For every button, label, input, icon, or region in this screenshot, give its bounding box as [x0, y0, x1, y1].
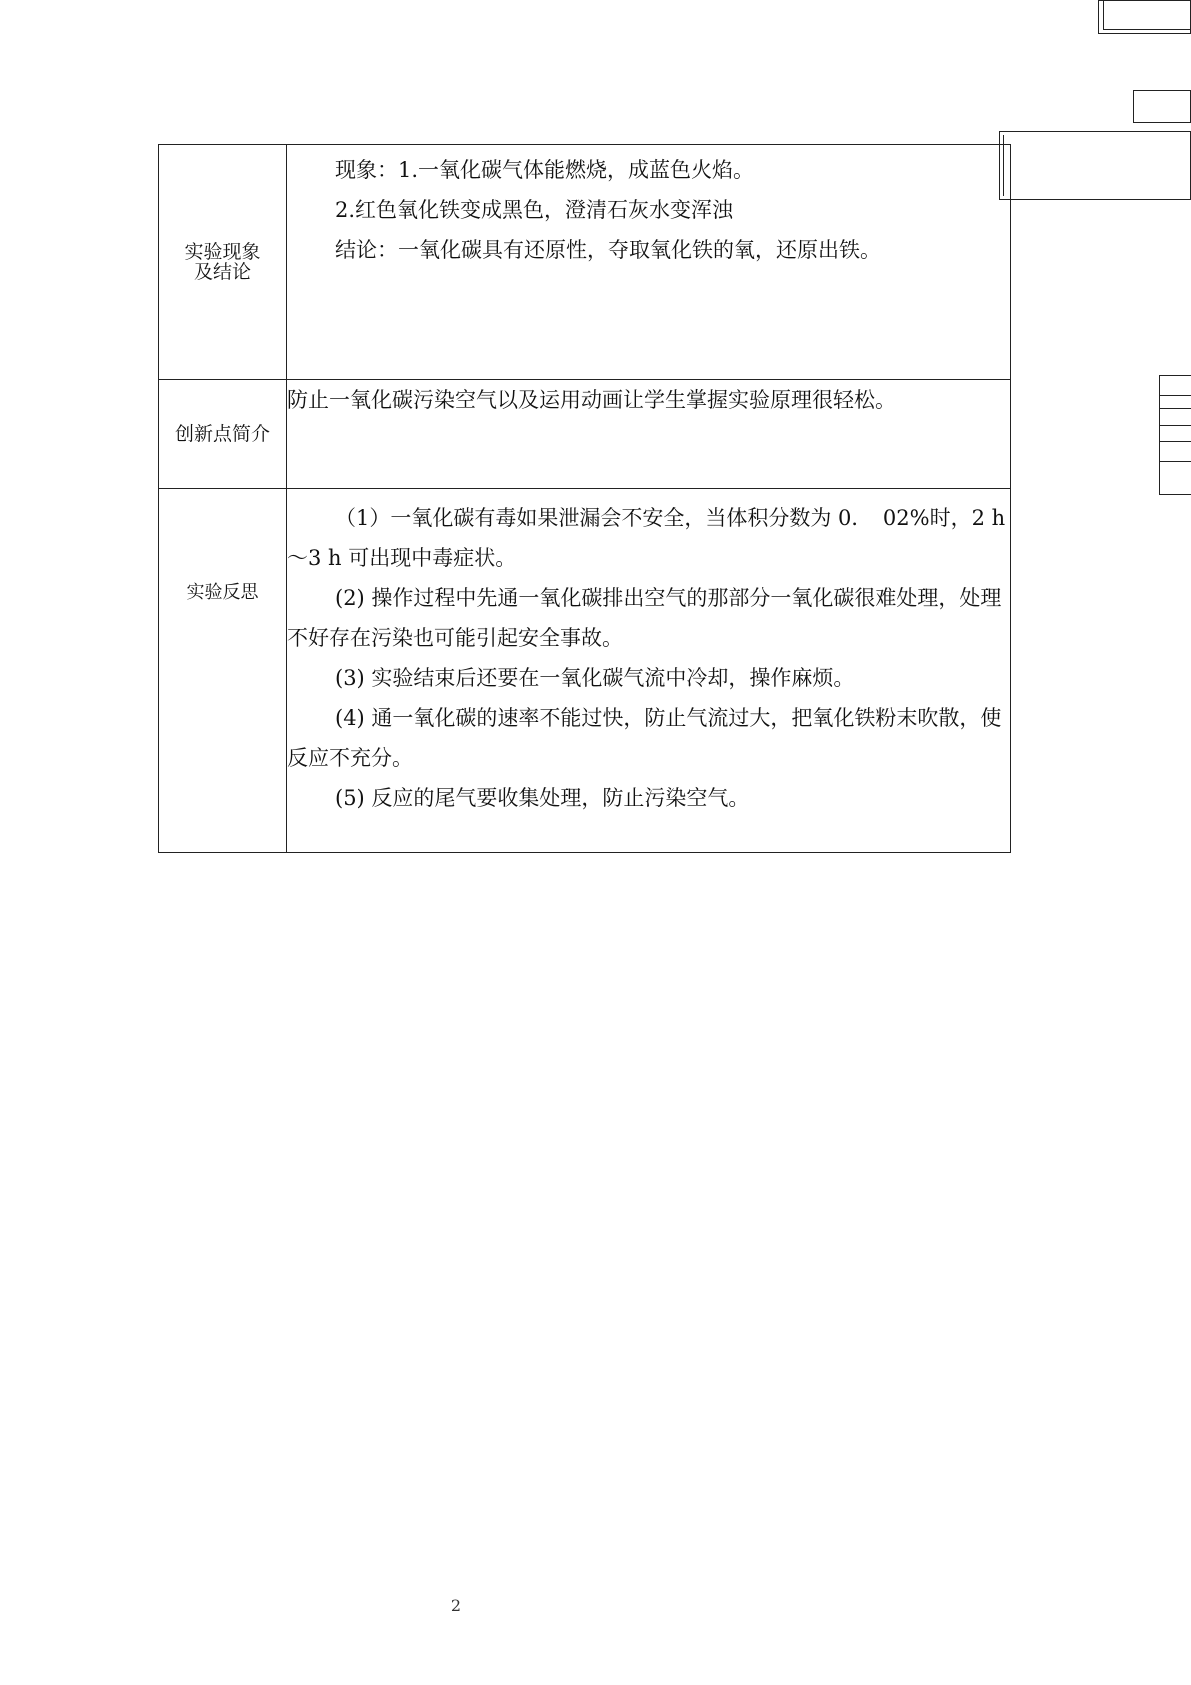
row-label-line: 实验现象 [184, 241, 261, 263]
edge-box-fragment [1103, 0, 1191, 30]
row-content-innovation [287, 380, 1011, 489]
row-label-line: 实验反思 [186, 582, 259, 603]
edge-box-fragment [1003, 135, 1191, 196]
edge-box-line [1159, 408, 1191, 409]
edge-box-line [1159, 461, 1191, 462]
content-paragraph: (2) 操作过程中先通一氧化碳排出空气的那部分一氧化碳很难处理，处理不好存在污染也可能引起安全事故。 [287, 586, 1002, 650]
content-paragraph: 2.红色氧化铁变成黑色，澄清石灰水变浑浊 [335, 198, 734, 222]
edge-box-line [1159, 425, 1191, 426]
edge-box-fragment [1133, 90, 1191, 123]
row-label-reflection [159, 489, 287, 853]
edge-box-line [1159, 441, 1191, 442]
content-paragraph: （1）一氧化碳有毒如果泄漏会不安全，当体积分数为 0． 02%时，2 h ～3 h 可出现中毒症状。 [287, 506, 1006, 570]
edge-box-line [1159, 395, 1191, 396]
spacer [287, 818, 1010, 836]
table-row-reflection [159, 489, 1011, 853]
row-label-line: 及结论 [193, 261, 251, 283]
row-label-innovation [159, 380, 287, 489]
table-row-innovation [159, 380, 1011, 489]
page-number: 2 [450, 1596, 462, 1615]
content-paragraph: (5) 反应的尾气要收集处理，防止污染空气。 [335, 786, 750, 810]
content-paragraph: 结论：一氧化碳具有还原性，夺取氧化铁的氧，还原出铁。 [335, 238, 881, 262]
content-paragraph: 现象：1.一氧化碳气体能燃烧，成蓝色火焰。 [335, 158, 755, 182]
edge-box-fragment [1159, 375, 1191, 495]
content-paragraph: (4) 通一氧化碳的速率不能过快，防止气流过大，把氧化铁粉末吹散，使反应不充分。 [287, 706, 1002, 770]
content-paragraph: (3) 实验结束后还要在一氧化碳气流中冷却，操作麻烦。 [335, 666, 855, 690]
row-content-reflection [287, 489, 1011, 853]
row-content-phenomena [287, 145, 1011, 380]
experiment-report-table [158, 144, 1011, 853]
row-label-line: 创新点简介 [174, 423, 270, 445]
row-label-phenomena [159, 145, 287, 380]
table-row-phenomena [159, 145, 1011, 380]
content-paragraph: 防止一氧化碳污染空气以及运用动画让学生掌握实验原理很轻松。 [287, 388, 896, 412]
